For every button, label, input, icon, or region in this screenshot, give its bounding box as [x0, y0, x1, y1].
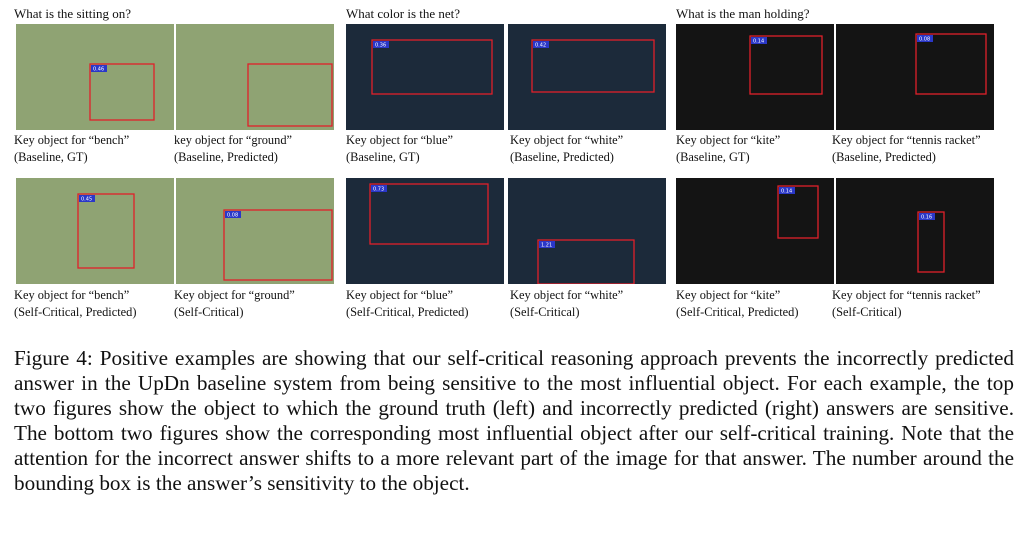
caption-setting: (Baseline, GT) — [14, 150, 88, 164]
caption-key-object: Key object for “bench” — [14, 288, 130, 302]
image-panel — [16, 178, 174, 284]
caption-setting: (Self-Critical, Predicted) — [676, 305, 799, 319]
panel-caption — [510, 287, 623, 321]
sensitivity-score: 0.14 — [781, 188, 793, 195]
caption-key-object: Key object for “kite” — [676, 133, 781, 147]
caption-setting: (Self-Critical) — [510, 305, 580, 319]
image-panel — [836, 24, 994, 130]
image-panel — [346, 24, 504, 130]
image-panel — [508, 178, 666, 284]
image-panel — [676, 24, 834, 130]
caption-key-object: Key object for “ground” — [174, 288, 295, 302]
panel-caption — [174, 132, 292, 166]
caption-key-object: Key object for “white” — [510, 288, 624, 302]
sensitivity-score: 0.08 — [227, 212, 239, 219]
caption-key-object: Key object for “blue” — [346, 133, 453, 147]
sensitivity-score: 0.46 — [93, 66, 105, 73]
panel-caption — [346, 287, 469, 321]
panel-caption — [14, 132, 129, 166]
caption-setting: (Baseline, GT) — [346, 150, 420, 164]
image-panel — [836, 178, 994, 284]
sensitivity-score: 0.16 — [921, 214, 933, 221]
panel-caption — [676, 132, 780, 166]
sensitivity-score: 0.45 — [81, 196, 93, 203]
panel-caption — [174, 287, 295, 321]
caption-key-object: Key object for “kite” — [676, 288, 781, 302]
caption-setting: (Self-Critical, Predicted) — [346, 305, 469, 319]
image-panel — [676, 178, 834, 284]
caption-setting: (Baseline, Predicted) — [174, 150, 278, 164]
image-panel — [16, 24, 174, 130]
sensitivity-score: 0.73 — [373, 186, 385, 193]
question-title-man: What is the man holding? — [676, 6, 810, 21]
caption-setting: (Self-Critical) — [832, 305, 902, 319]
image-panel — [176, 178, 334, 284]
caption-key-object: Key object for “tennis racket” — [832, 288, 981, 302]
sensitivity-score: 0.42 — [535, 42, 547, 49]
caption-setting: (Baseline, Predicted) — [510, 150, 614, 164]
caption-key-object: Key object for “tennis racket” — [832, 133, 981, 147]
caption-setting: (Baseline, GT) — [676, 150, 750, 164]
image-panel — [176, 24, 334, 130]
sensitivity-score: 0.36 — [375, 42, 387, 49]
caption-key-object: Key object for “blue” — [346, 288, 453, 302]
panel-caption — [346, 132, 453, 166]
panel-caption — [510, 132, 623, 166]
caption-key-object: key object for “ground” — [174, 133, 293, 147]
caption-setting: (Self-Critical, Predicted) — [14, 305, 137, 319]
image-panel — [346, 178, 504, 284]
image-panel — [508, 24, 666, 130]
panel-caption — [14, 287, 137, 321]
sensitivity-score: 1.21 — [541, 242, 553, 249]
sensitivity-score: 0.14 — [753, 38, 765, 45]
question-title-bench: What is the sitting on? — [14, 6, 131, 21]
panel-caption — [832, 132, 981, 166]
sensitivity-score: 0.08 — [919, 36, 931, 43]
panel-caption — [832, 287, 981, 321]
caption-key-object: Key object for “bench” — [14, 133, 130, 147]
caption-setting: (Self-Critical) — [174, 305, 244, 319]
figure-caption: Figure 4: Positive examples are showing that our self-critical reasoning approach prevents the incorrectly predicted answer in the UpDn baseline system from being sensitive to the most influential object. For each example, the top two figures show the object to which the ground truth (left) and incorrectly predicted (right) answers are sensitive. The bottom two figures show the corresponding most influential object after our self-critical training. Note that the attention for the incorrect answer shifts to a more relevant part of the image for that answer. The number around the bounding box is the answer’s sensitivity to the object. — [14, 346, 1014, 495]
question-title-net: What color is the net? — [346, 6, 461, 21]
caption-key-object: Key object for “white” — [510, 133, 624, 147]
caption-setting: (Baseline, Predicted) — [832, 150, 936, 164]
panel-caption — [676, 287, 799, 321]
